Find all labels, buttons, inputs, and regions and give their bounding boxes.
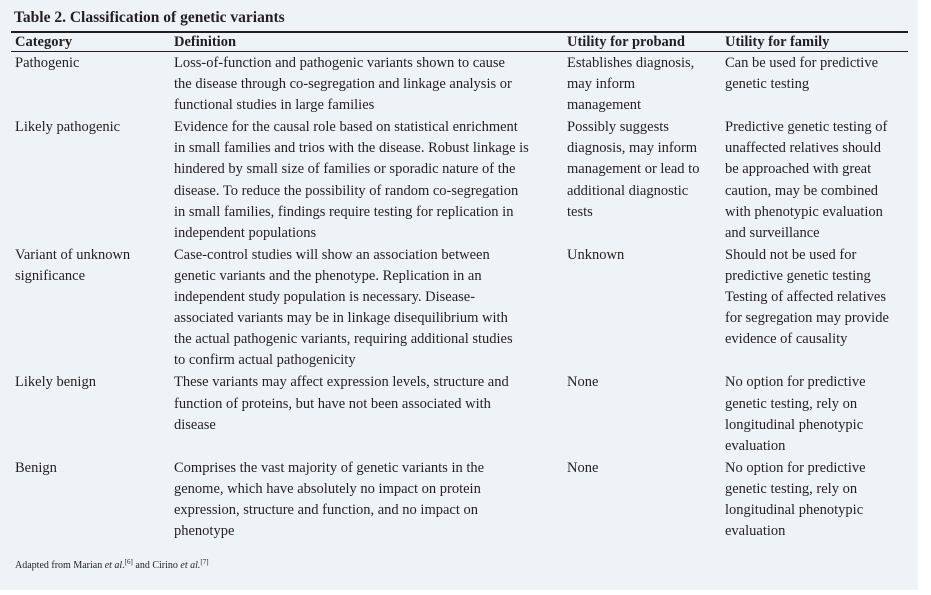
cell-line: Likely benign	[15, 374, 96, 391]
cell-line: diagnosis, may inform	[567, 140, 698, 157]
footnote	[15, 556, 209, 572]
cell-line: genetic testing, rely on	[725, 480, 858, 497]
cell-line: None	[567, 374, 599, 391]
cell-category	[15, 372, 96, 393]
cell-line: None	[567, 459, 599, 476]
cell-line: longitudinal phenotypic	[725, 416, 864, 433]
cell-definition	[174, 245, 513, 372]
cell-line: Benign	[15, 459, 57, 476]
cell-line: evidence of causality	[725, 331, 848, 348]
cell-line: in small families, findings require testing for replication in	[174, 203, 514, 220]
cell-line: evaluation	[725, 523, 786, 540]
cell-utility-proband	[567, 245, 624, 266]
cell-line: Likely pathogenic	[15, 119, 121, 136]
cell-line: may inform	[567, 76, 636, 93]
footnote-prefix: Adapted from Marian	[15, 560, 105, 571]
cell-line: disease	[174, 416, 216, 433]
footnote-ref-1: [6]	[124, 558, 133, 566]
cell-utility-family	[725, 117, 887, 244]
cell-utility-family	[725, 372, 866, 456]
cell-line: No option for predictive	[725, 374, 866, 391]
table-row	[0, 117, 918, 245]
footnote-etal-2: et al.	[180, 560, 201, 571]
cell-utility-family	[725, 245, 889, 350]
cell-utility-proband	[567, 372, 598, 393]
cell-line: tests	[567, 203, 593, 220]
cell-definition	[174, 53, 512, 116]
cell-category	[15, 53, 79, 74]
cell-line: in small families and trios with the disease. Robust linkage is	[174, 140, 529, 157]
cell-line: and surveillance	[725, 224, 820, 241]
cell-line: additional diagnostic	[567, 182, 689, 199]
cell-line: Establishes diagnosis,	[567, 55, 695, 71]
cell-line: Comprises the vast majority of genetic variants in the	[174, 459, 485, 476]
table-body	[0, 53, 918, 543]
header-utility-family: Utility for family	[725, 34, 830, 50]
footnote-etal-1: et al.	[104, 560, 125, 571]
cell-line: No option for predictive	[725, 459, 866, 476]
cell-line: to confirm actual pathogenicity	[174, 352, 356, 369]
cell-category	[15, 245, 130, 287]
cell-line: for segregation may provide	[725, 310, 889, 327]
cell-utility-proband	[567, 117, 699, 222]
table-row	[0, 458, 918, 543]
header-rule	[11, 51, 908, 52]
table-row	[0, 372, 918, 457]
cell-utility-proband	[567, 53, 694, 116]
cell-definition	[174, 117, 529, 244]
cell-definition	[174, 372, 509, 435]
cell-line: Loss-of-function and pathogenic variants shown to cause	[174, 55, 505, 71]
cell-line: predictive genetic testing	[725, 267, 871, 284]
footnote-middle: and Cirino	[132, 560, 181, 571]
footnote-ref-2: [7]	[200, 558, 209, 566]
cell-category	[15, 117, 120, 138]
cell-line: evaluation	[725, 437, 786, 454]
cell-line: management or lead to	[567, 161, 700, 178]
cell-line: genetic testing	[725, 76, 810, 93]
cell-line: Pathogenic	[15, 55, 80, 71]
cell-line: These variants may affect expression levels, structure and	[174, 374, 509, 391]
cell-line: Testing of affected relatives	[725, 289, 886, 306]
cell-line: the disease through co-segregation and linkage analysis or	[174, 76, 512, 93]
cell-line: Possibly suggests	[567, 119, 669, 136]
cell-line: Case-control studies will show an association between	[174, 246, 490, 263]
cell-line: disease. To reduce the possibility of random co-segregation	[174, 182, 519, 199]
cell-line: independent populations	[174, 224, 317, 241]
cell-line: genome, which have absolutely no impact on protein	[174, 480, 481, 497]
cell-line: associated variants may be in linkage disequilibrium with	[174, 310, 508, 327]
cell-utility-proband	[567, 458, 598, 479]
cell-line: management	[567, 97, 642, 114]
table-row	[0, 245, 918, 373]
cell-definition	[174, 458, 484, 542]
cell-line: Evidence for the causal role based on statistical enrichment	[174, 119, 518, 136]
cell-line: with phenotypic evaluation	[725, 203, 883, 220]
cell-line: Should not be used for	[725, 246, 857, 263]
cell-line: expression, structure and function, and no impact on	[174, 502, 479, 519]
cell-line: longitudinal phenotypic	[725, 502, 864, 519]
cell-line: genetic testing, rely on	[725, 395, 858, 412]
cell-line: functional studies in large families	[174, 97, 375, 114]
cell-line: Can be used for predictive	[725, 55, 879, 71]
cell-line: the actual pathogenic variants, requiring additional studies	[174, 331, 513, 348]
cell-line: phenotype	[174, 523, 235, 540]
cell-line: be approached with great	[725, 161, 872, 178]
cell-line: independent study population is necessary. Disease-	[174, 289, 476, 306]
cell-line: caution, may be combined	[725, 182, 879, 199]
cell-line: unaffected relatives should	[725, 140, 881, 157]
table-title: Table 2. Classification of genetic variants	[14, 9, 285, 26]
cell-line: Unknown	[567, 246, 625, 263]
header-definition: Definition	[174, 34, 237, 50]
cell-line: hindered by small size of families or sporadic nature of the	[174, 161, 516, 178]
table-row	[0, 53, 918, 117]
cell-utility-family	[725, 458, 866, 542]
cell-line: significance	[15, 267, 86, 284]
cell-line: genetic variants and the phenotype. Replication in an	[174, 267, 482, 284]
cell-line: function of proteins, but have not been associated with	[174, 395, 491, 412]
cell-line: Predictive genetic testing of	[725, 119, 888, 136]
cell-line: Variant of unknown	[15, 246, 131, 263]
cell-utility-family	[725, 53, 878, 95]
cell-category	[15, 458, 57, 479]
header-utility-proband: Utility for proband	[567, 34, 685, 50]
header-category: Category	[15, 34, 73, 50]
